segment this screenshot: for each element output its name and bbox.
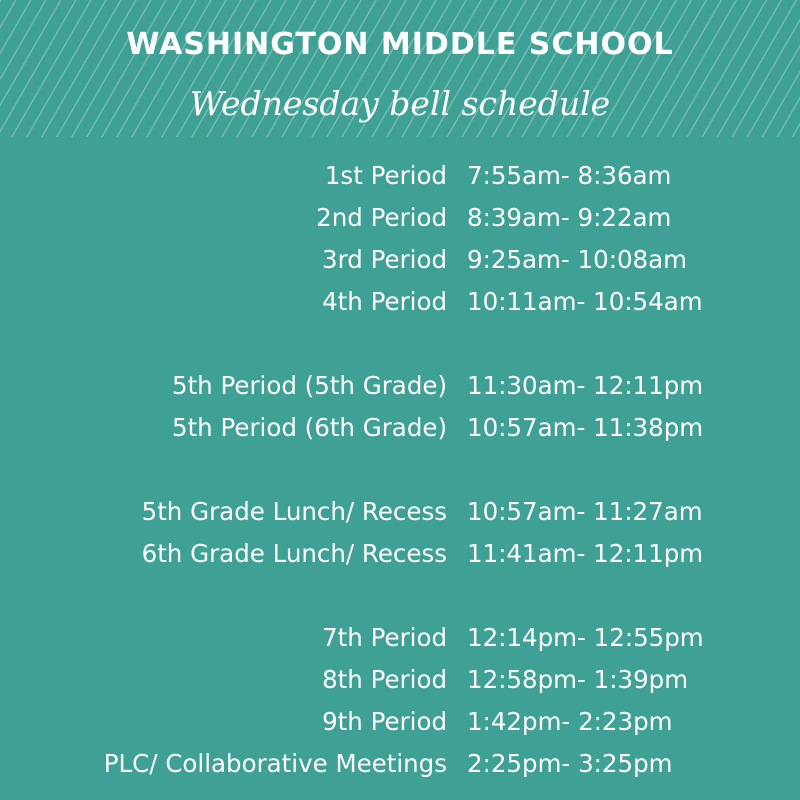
lunch-time: 10:57am- 11:27am (467, 497, 703, 526)
period-label: 7th Period (322, 623, 447, 652)
period-label: 2nd Period (316, 203, 447, 232)
period-time: 11:30am- 12:11pm (467, 371, 704, 400)
schedule-subtitle: Wednesday bell schedule (189, 84, 611, 123)
schedule-row (0, 365, 800, 407)
schedule-row (0, 491, 800, 533)
period-label: 5th Period (6th Grade) (171, 413, 447, 442)
period-time: 7:55am- 8:36am (467, 161, 672, 190)
meeting-label: PLC/ Collaborative Meetings (103, 749, 447, 778)
period-label: 8th Period (322, 665, 447, 694)
period-label: 5th Period (5th Grade) (171, 371, 447, 400)
header-banner (0, 0, 800, 137)
lunch-time: 11:41am- 12:11pm (467, 539, 704, 568)
schedule-row (0, 197, 800, 239)
period-time: 10:11am- 10:54am (467, 287, 703, 316)
period-time: 9:25am- 10:08am (467, 245, 688, 274)
period-time: 8:39am- 9:22am (467, 203, 672, 232)
period-time: 1:42pm- 2:23pm (467, 707, 673, 736)
schedule-row (0, 617, 800, 659)
meeting-time: 2:25pm- 3:25pm (467, 749, 673, 778)
lunch-label: 6th Grade Lunch/ Recess (141, 539, 447, 568)
schedule-row (0, 659, 800, 701)
bell-schedule (0, 155, 800, 785)
schedule-row (0, 743, 800, 785)
schedule-row (0, 239, 800, 281)
period-time: 12:58pm- 1:39pm (467, 665, 689, 694)
schedule-row (0, 407, 800, 449)
period-time: 10:57am- 11:38pm (467, 413, 704, 442)
period-time: 12:14pm- 12:55pm (467, 623, 704, 652)
school-title: WASHINGTON MIDDLE SCHOOL (126, 27, 674, 62)
period-label: 3rd Period (322, 245, 447, 274)
period-label: 9th Period (322, 707, 447, 736)
schedule-row (0, 281, 800, 323)
period-label: 4th Period (322, 287, 447, 316)
lunch-label: 5th Grade Lunch/ Recess (141, 497, 447, 526)
schedule-row (0, 533, 800, 575)
schedule-row (0, 701, 800, 743)
schedule-row (0, 155, 800, 197)
period-label: 1st Period (324, 161, 447, 190)
